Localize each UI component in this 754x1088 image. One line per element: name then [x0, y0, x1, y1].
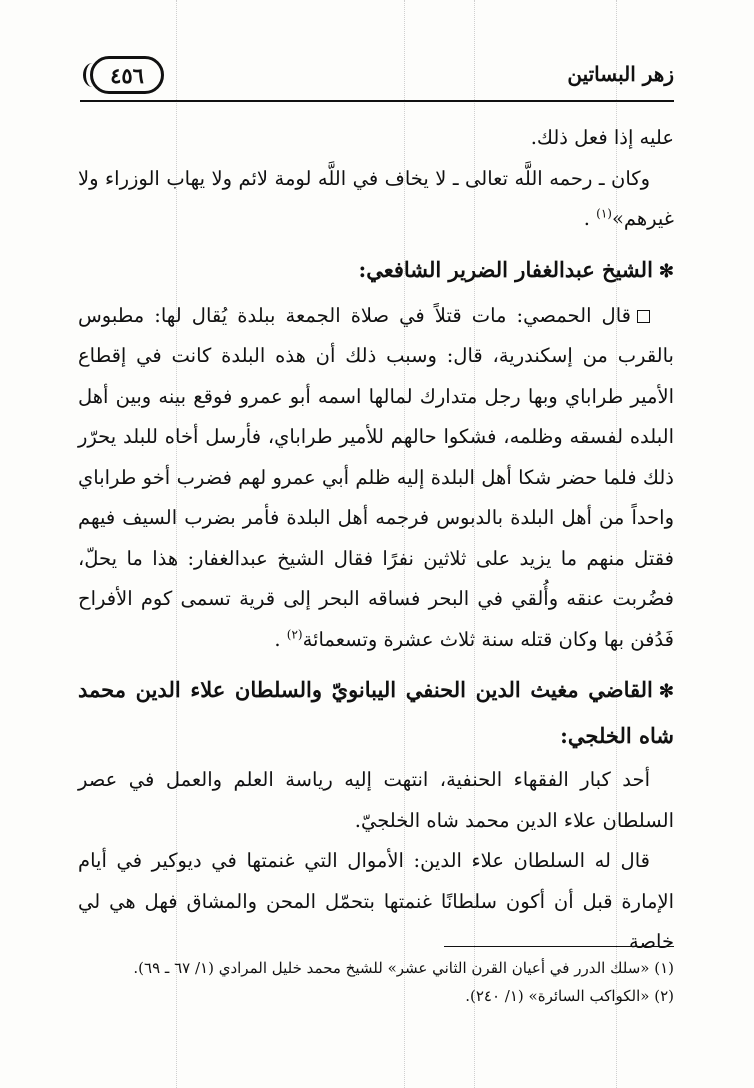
paragraph: قال الحمصي: مات قتلاً في صلاة الجمعة ببلدة يُقال لها: مطبوس بالقرب من إسكندرية، قال: وسبب ذلك أن هذه البلدة كانت في إقطاع الأمير طراباي وبها رجل متدارك لمالها اسمه أبو عمرو فوقع بينه وبين أهل البلده لفسقه وظلمه، فشكوا حالهم للأمير طراباي، فأرسل أخاه للبلد يحرّر ذلك فلما حضر شكا أهل البلدة إليه ظلم أبي عمرو لهم فضرب أخو طراباي واحداً من أهل البلدة بالدبوس فرجمه أهل البلدة فأمر بضرب السيف فيهم فقتل منهم ما يزيد على ثلاثين نفرًا فقال الشيخ عبدالغفار: هذا ما يحلّ، فضُربت عنقه وأُلقي في البحر فساقه البحر إلى قرية تسمى كوم الأفراح فَدُفن بها وكان قتله سنة ثلاث عشرة وتسعمائة$^{(٢)}$ .: [78, 303, 674, 651]
footnote: (٢) «الكواكب السائرة» (١/ ٢٤٠).: [465, 987, 674, 1005]
paragraph: قال له السلطان علاء الدين: الأموال التي غنمتها في ديوكير في أيام الإمارة قبل أن أكون سلطانًا غنمتها بتحمّل المحن والمشاق فهل هي لي خاصة: [78, 849, 674, 953]
footnote-ref[interactable]: (٢): [286, 627, 303, 641]
main-text: [78, 118, 674, 963]
asterisk-icon: ✻: [658, 681, 674, 702]
page-number-badge: ٤٥٦: [90, 56, 164, 94]
header-rule: [80, 100, 674, 102]
asterisk-icon: ✻: [658, 260, 674, 282]
section-heading: ✻القاضي مغيث الدين الحنفي اليبانويّ والسلطان علاء الدين محمد شاه الخلجي:: [78, 677, 674, 748]
square-bullet-icon: [637, 310, 650, 323]
running-header: [80, 56, 674, 100]
paragraph: وكان ـ رحمه اللَّه تعالى ـ لا يخاف في اللَّه لومة لائم ولا يهاب الوزراء ولا غيرهم»$^{(١)}$ .: [78, 166, 674, 230]
book-title: زهر البساتين: [567, 62, 674, 86]
footnote-separator: [444, 946, 674, 947]
footnote-ref[interactable]: (١): [596, 206, 612, 221]
section-heading: ✻الشيخ عبدالغفار الضرير الشافعي:: [358, 256, 674, 282]
footnote: (١) «سلك الدرر في أعيان القرن الثاني عشر» للشيخ محمد خليل المرادي (١/ ٦٧ ـ ٦٩).: [133, 959, 674, 977]
footnotes: [80, 954, 674, 1010]
paragraph: أحد كبار الفقهاء الحنفية، انتهت إليه رياسة العلم والعمل في عصر السلطان علاء الدين محمد شاه الخلجيّ.: [78, 768, 674, 832]
paragraph: عليه إذا فعل ذلك.: [530, 126, 674, 149]
